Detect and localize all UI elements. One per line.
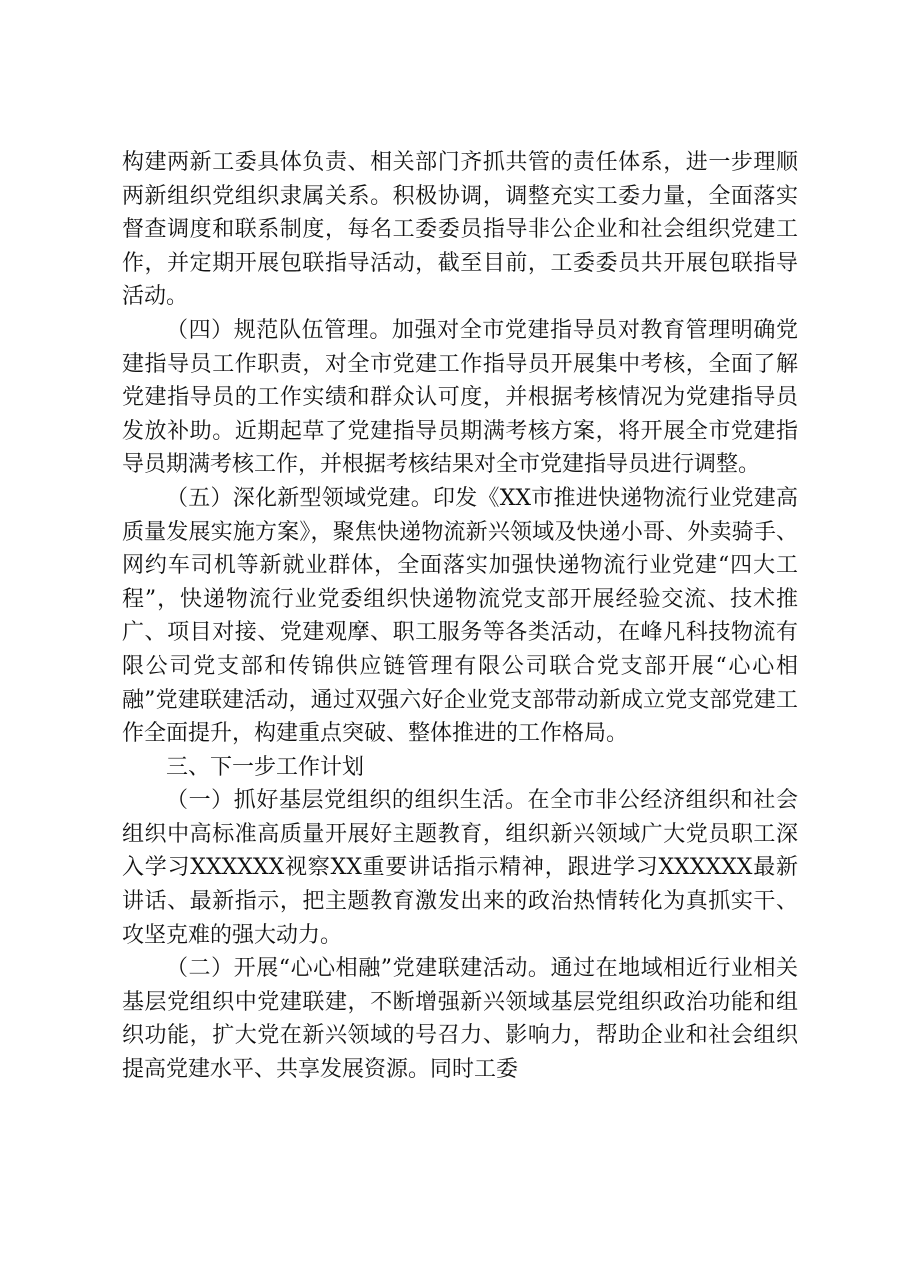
paragraph-team-management: （四）规范队伍管理。加强对全市党建指导员对教育管理明确党建指导员工作职责，对全市党建工作指导员开展集中考核，全面了解党建指导员的工作实绩和群众认可度，并根据考核情况为党建指导员发放补助。近期起草了党建指导员期满考核方案，将开展全市党建指导员期满考核工作，并根据考核结果对全市党建指导员进行调整。 — [122, 317, 798, 478]
document-body — [122, 146, 798, 1087]
paragraph-organization-life: （一）抓好基层党组织的组织生活。在全市非公经济组织和社会组织中高标准高质量开展好主题教育，组织新兴领域广大党员职工深入学习XXXXXX视察XX重要讲话指示精神，跟进学习XXXXXX最新讲话、最新指示，把主题教育激发出来的政治热情转化为真抓实干、攻坚克难的强大动力。 — [122, 788, 798, 948]
paragraph-continued: 构建两新工委具体负责、相关部门齐抓共管的责任体系，进一步理顺两新组织党组织隶属关系。积极协调，调整充实工委力量，全面落实督查调度和联系制度，每名工委委员指导非公企业和社会组织党建工作，并定期开展包联指导活动，截至目前，工委委员共开展包联指导活动。 — [122, 150, 798, 310]
paragraph-joint-building: （二）开展“心心相融”党建联建活动。通过在地域相近行业相关基层党组织中党建联建，不断增强新兴领域基层党组织政治功能和组织功能，扩大党在新兴领域的号召力、影响力，帮助企业和社会组织提高党建水平、共享发展资源。同时工委 — [122, 956, 798, 1083]
paragraph-new-field-party-building: （五）深化新型领域党建。印发《XX市推进快递物流行业党建高质量发展实施方案》，聚焦快递物流新兴领域及快递小哥、外卖骑手、网约车司机等新就业群体，全面落实加强快递物流行业党建“四大工程”，快递物流行业党委组织快递物流党支部开展经验交流、技术推广、项目对接、党建观摩、职工服务等各类活动，在峰凡科技物流有限公司党支部和传锦供应链管理有限公司联合党支部开展“心心相融”党建联建活动，通过双强六好企业党支部带动新成立党支部党建工作全面提升，构建重点突破、整体推进的工作格局。 — [122, 485, 798, 747]
section-heading-next-steps: 三、下一步工作计划 — [166, 754, 365, 780]
